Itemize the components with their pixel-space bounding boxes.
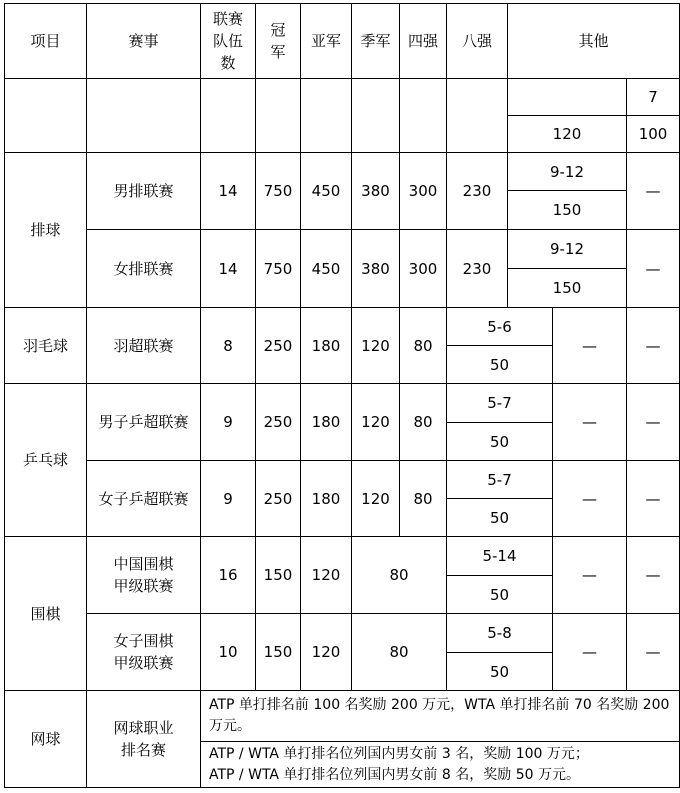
project-tennis: 网球 xyxy=(5,691,87,788)
header-teams-line3: 数 xyxy=(220,54,236,72)
project-volleyball: 排球 xyxy=(5,153,87,308)
top4-value: 80 xyxy=(400,384,447,461)
event-line: 甲级联赛 xyxy=(113,577,174,595)
range-label: 5-14 xyxy=(447,537,553,576)
tennis-note-line: ATP / WTA 单打排名位列国内男女前 8 名，奖励 50 万元。 xyxy=(209,766,580,783)
header-top8: 八强 xyxy=(447,4,508,79)
top4-value: 80 xyxy=(400,461,447,537)
range-label: 9-12 xyxy=(508,230,627,269)
runner-up-value: 120 xyxy=(301,537,352,614)
range-value: 50 xyxy=(447,499,553,537)
header-runner-up: 亚军 xyxy=(301,4,352,79)
blank-cell xyxy=(352,79,400,153)
runner-up-value: 120 xyxy=(301,614,352,691)
champion-value: 150 xyxy=(256,614,301,691)
dash-cell: — xyxy=(553,308,627,384)
dash-cell: — xyxy=(553,614,627,691)
range-value: 50 xyxy=(447,346,553,384)
blank-cell xyxy=(400,79,447,153)
range-label: 5-7 xyxy=(447,461,553,499)
runner-up-value: 180 xyxy=(301,384,352,461)
event-go-china xyxy=(87,537,201,614)
go-china-row-1 xyxy=(5,537,680,576)
header-champion-line2: 军 xyxy=(270,43,286,61)
blank-cell xyxy=(201,79,256,153)
dash-cell: — xyxy=(627,230,680,308)
dash-cell: — xyxy=(627,384,680,461)
header-event: 赛事 xyxy=(87,4,201,79)
header-teams-line1: 联赛 xyxy=(212,10,243,28)
range-value: 150 xyxy=(508,191,627,230)
event-badminton: 羽超联赛 xyxy=(87,308,201,384)
dash-cell: — xyxy=(553,461,627,537)
blank-cell xyxy=(508,79,627,116)
runner-up-value: 180 xyxy=(301,308,352,384)
third-value: 120 xyxy=(352,461,400,537)
tennis-note-1: ATP 单打排名前 100 名奖励 200 万元，WTA 单打排名前 70 名奖励 200 万元。 xyxy=(201,691,680,742)
event-line: 女子围棋 xyxy=(113,632,174,650)
top4-value: 80 xyxy=(400,308,447,384)
event-men-volleyball: 男排联赛 xyxy=(87,153,201,230)
champion-value: 250 xyxy=(256,461,301,537)
blank-cell xyxy=(256,79,301,153)
range-label: 5-7 xyxy=(447,384,553,423)
header-champion xyxy=(256,4,301,79)
runner-up-value: 180 xyxy=(301,461,352,537)
blank-cell xyxy=(301,79,352,153)
header-project: 项目 xyxy=(5,4,87,79)
dash-cell: — xyxy=(627,461,680,537)
tennis-row-1 xyxy=(5,691,680,742)
blank-cell xyxy=(87,79,201,153)
project-pingpong: 乒乓球 xyxy=(5,384,87,537)
teams-value: 8 xyxy=(201,308,256,384)
event-line: 排名赛 xyxy=(120,741,166,759)
header-teams xyxy=(201,4,256,79)
project-go: 围棋 xyxy=(5,537,87,691)
dash-cell: — xyxy=(627,308,680,384)
teams-value: 14 xyxy=(201,230,256,308)
event-men-pingpong: 男子乒超联赛 xyxy=(87,384,201,461)
range-label: 9-12 xyxy=(508,153,627,191)
header-top4: 四强 xyxy=(400,4,447,79)
blank-cell xyxy=(447,79,508,153)
pingpong-women-row-1 xyxy=(5,461,680,499)
runner-up-value: 450 xyxy=(301,153,352,230)
range-value: 50 xyxy=(447,653,553,691)
teams-value: 14 xyxy=(201,153,256,230)
range-value: 150 xyxy=(508,269,627,308)
dash-cell: — xyxy=(553,537,627,614)
champion-value: 750 xyxy=(256,153,301,230)
dash-cell: — xyxy=(627,614,680,691)
teams-value: 10 xyxy=(201,614,256,691)
header-champion-line1: 冠 xyxy=(270,21,286,39)
header-other: 其他 xyxy=(508,4,680,79)
event-women-pingpong: 女子乒超联赛 xyxy=(87,461,201,537)
dash-cell: — xyxy=(627,153,680,230)
third-top4-value: 80 xyxy=(352,614,447,691)
volleyball-men-row-1 xyxy=(5,153,680,191)
range-label: 5-6 xyxy=(447,308,553,346)
pingpong-men-row-1 xyxy=(5,384,680,423)
top4-value: 300 xyxy=(400,153,447,230)
third-top4-value: 80 xyxy=(352,537,447,614)
teams-value: 16 xyxy=(201,537,256,614)
champion-value: 150 xyxy=(256,537,301,614)
go-women-row-1 xyxy=(5,614,680,653)
range-value: 50 xyxy=(447,423,553,461)
top-cell-7: 7 xyxy=(627,79,680,116)
teams-value: 9 xyxy=(201,384,256,461)
third-value: 120 xyxy=(352,308,400,384)
dash-cell: — xyxy=(553,384,627,461)
top8-value: 230 xyxy=(447,230,508,308)
event-women-volleyball: 女排联赛 xyxy=(87,230,201,308)
tennis-note-2 xyxy=(201,742,680,788)
header-third: 季军 xyxy=(352,4,400,79)
third-value: 380 xyxy=(352,230,400,308)
project-badminton: 羽毛球 xyxy=(5,308,87,384)
volleyball-women-row-1 xyxy=(5,230,680,269)
top-cell-120: 120 xyxy=(508,116,627,153)
champion-value: 250 xyxy=(256,308,301,384)
teams-value: 9 xyxy=(201,461,256,537)
champion-value: 250 xyxy=(256,384,301,461)
event-tennis xyxy=(87,691,201,788)
reward-table xyxy=(4,3,680,788)
top4-value: 300 xyxy=(400,230,447,308)
range-value: 50 xyxy=(447,576,553,614)
blank-cell xyxy=(5,79,87,153)
header-row xyxy=(5,4,680,79)
champion-value: 750 xyxy=(256,230,301,308)
dash-cell: — xyxy=(627,537,680,614)
event-line: 网球职业 xyxy=(113,719,174,737)
third-value: 380 xyxy=(352,153,400,230)
runner-up-value: 450 xyxy=(301,230,352,308)
event-line: 中国围棋 xyxy=(113,555,174,573)
top-cell-100: 100 xyxy=(627,116,680,153)
range-label: 5-8 xyxy=(447,614,553,653)
badminton-row-1 xyxy=(5,308,680,346)
third-value: 120 xyxy=(352,384,400,461)
header-teams-line2: 队伍 xyxy=(212,32,243,50)
event-go-women xyxy=(87,614,201,691)
top-row-1 xyxy=(5,79,680,116)
event-line: 甲级联赛 xyxy=(113,654,174,672)
top8-value: 230 xyxy=(447,153,508,230)
tennis-note-line: ATP / WTA 单打排名位列国内男女前 3 名，奖励 100 万元； xyxy=(209,745,589,762)
